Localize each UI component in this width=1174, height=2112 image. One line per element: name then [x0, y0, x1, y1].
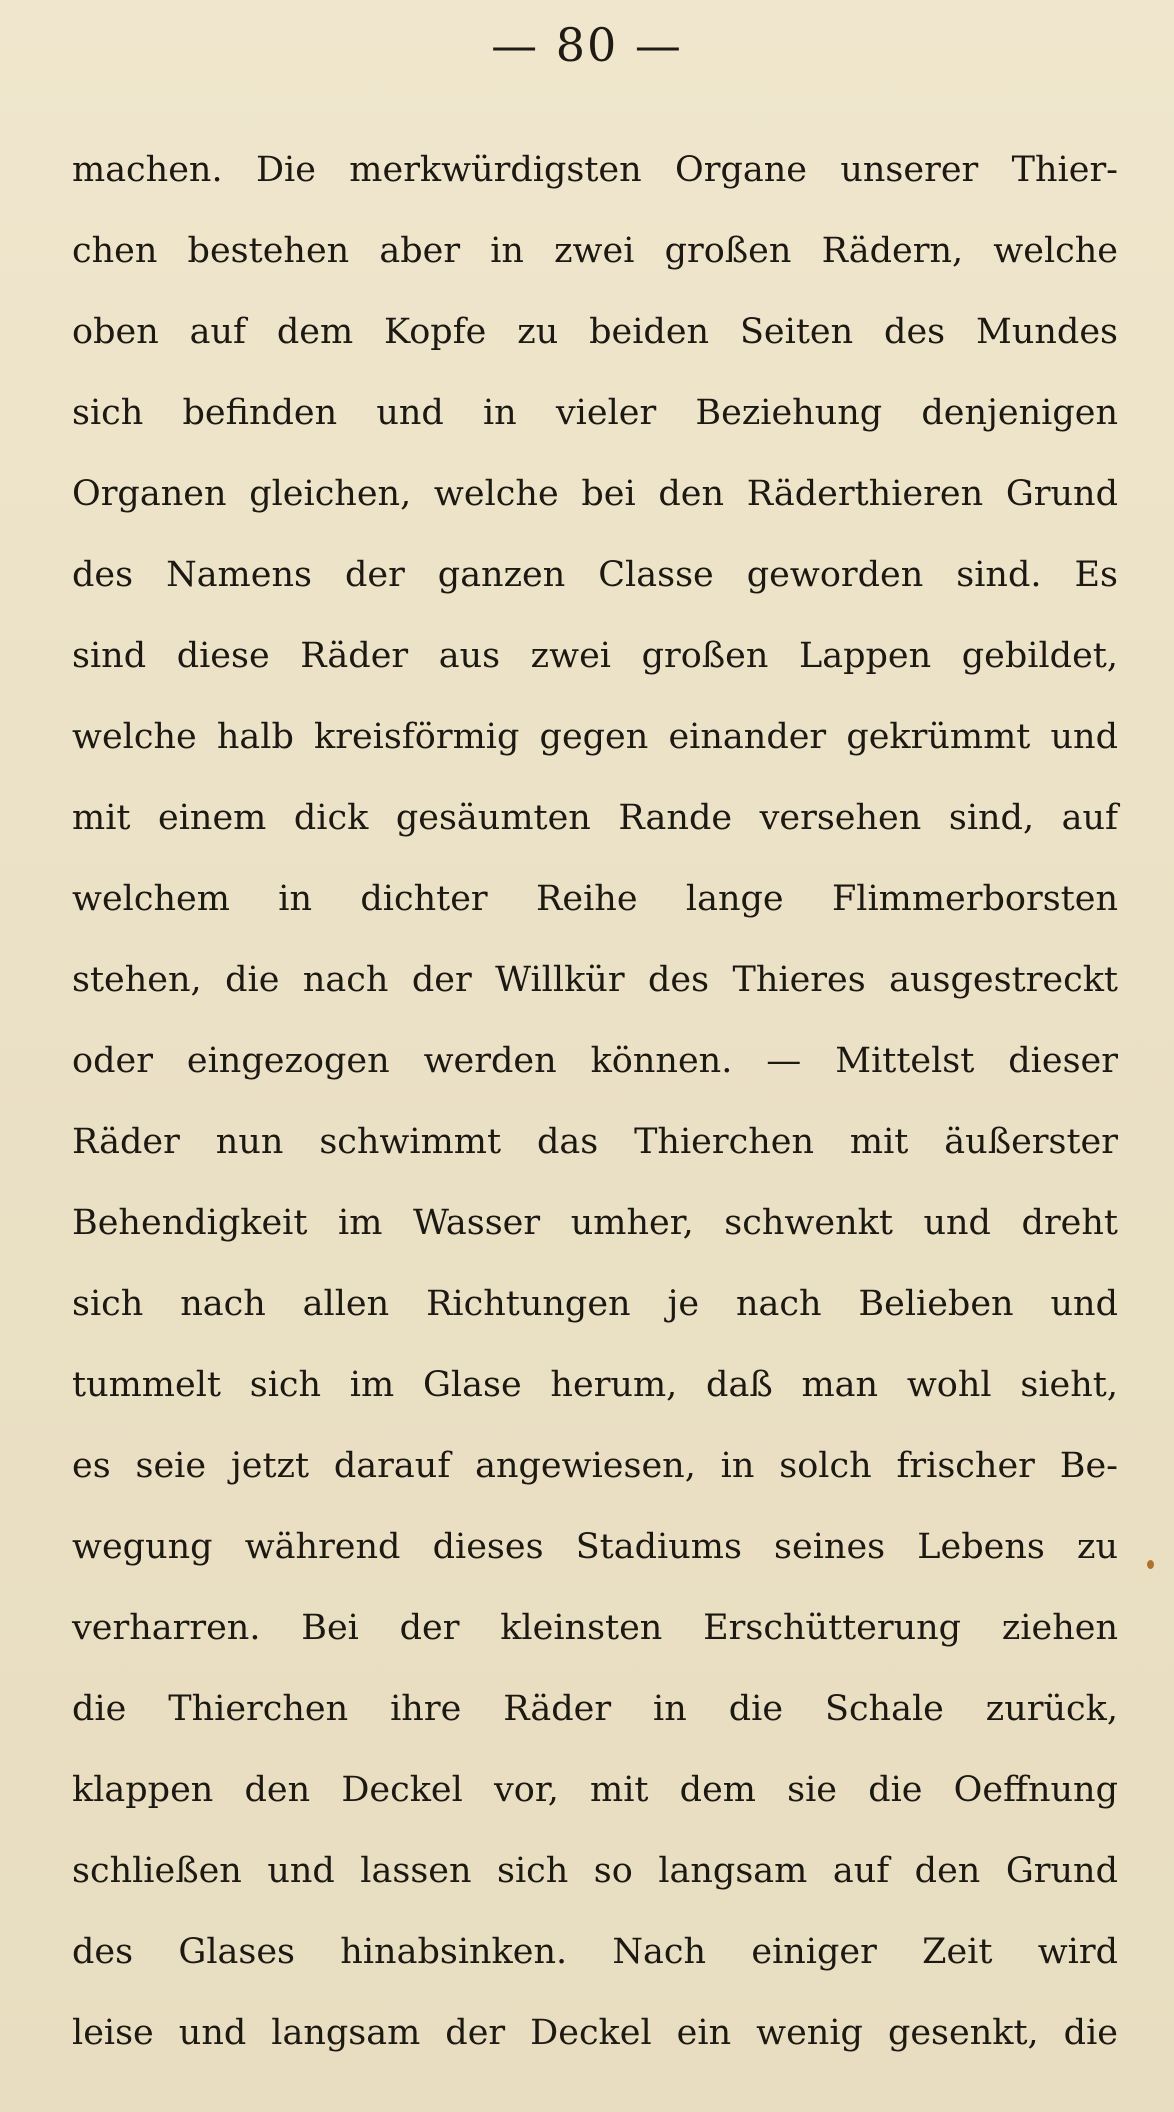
text-line: verharren. Bei der kleinsten Erschütterung ziehen [72, 1608, 1118, 1648]
text-line: Räder nun schwimmt das Thierchen mit äußerster [72, 1122, 1118, 1162]
text-line: welchem in dichter Reihe lange Flimmerborsten [72, 879, 1118, 919]
text-line: oben auf dem Kopfe zu beiden Seiten des Mundes [72, 312, 1118, 352]
text-line: Behendigkeit im Wasser umher, schwenkt und dreht [72, 1203, 1118, 1243]
text-line: des Namens der ganzen Classe geworden sind. Es [72, 555, 1118, 595]
text-line: die Thierchen ihre Räder in die Schale zurück, [72, 1689, 1118, 1729]
text-line: schließen und lassen sich so langsam auf den Grund [72, 1851, 1118, 1891]
text-line: des Glases hinabsinken. Nach einiger Zeit wird [72, 1932, 1118, 1972]
text-line: sich nach allen Richtungen je nach Belieben und [72, 1284, 1118, 1324]
text-line: chen bestehen aber in zwei großen Rädern, welche [72, 231, 1118, 271]
text-line: klappen den Deckel vor, mit dem sie die Oeffnung [72, 1770, 1118, 1810]
text-line: wegung während dieses Stadiums seines Lebens zu [72, 1527, 1118, 1567]
text-line: mit einem dick gesäumten Rande versehen sind, auf [72, 798, 1118, 838]
text-line: sind diese Räder aus zwei großen Lappen gebildet, [72, 636, 1118, 676]
text-line: tummelt sich im Glase herum, daß man wohl sieht, [72, 1365, 1118, 1405]
body-text [72, 140, 1118, 2084]
text-line: welche halb kreisförmig gegen einander gekrümmt und [72, 717, 1118, 757]
text-line: leise und langsam der Deckel ein wenig gesenkt, die [72, 2013, 1118, 2053]
text-line: stehen, die nach der Willkür des Thieres ausgestreckt [72, 960, 1118, 1000]
text-line: es seie jetzt darauf angewiesen, in solch frischer Be- [72, 1446, 1118, 1486]
text-line: machen. Die merkwürdigsten Organe unserer Thier- [72, 150, 1118, 190]
text-line: Organen gleichen, welche bei den Räderthieren Grund [72, 474, 1118, 514]
paper-speck [1147, 1560, 1154, 1569]
text-line: oder eingezogen werden können. — Mittelst dieser [72, 1041, 1118, 1081]
page-number: — 80 — [491, 18, 683, 72]
text-line: sich befinden und in vieler Beziehung denjenigen [72, 393, 1118, 433]
